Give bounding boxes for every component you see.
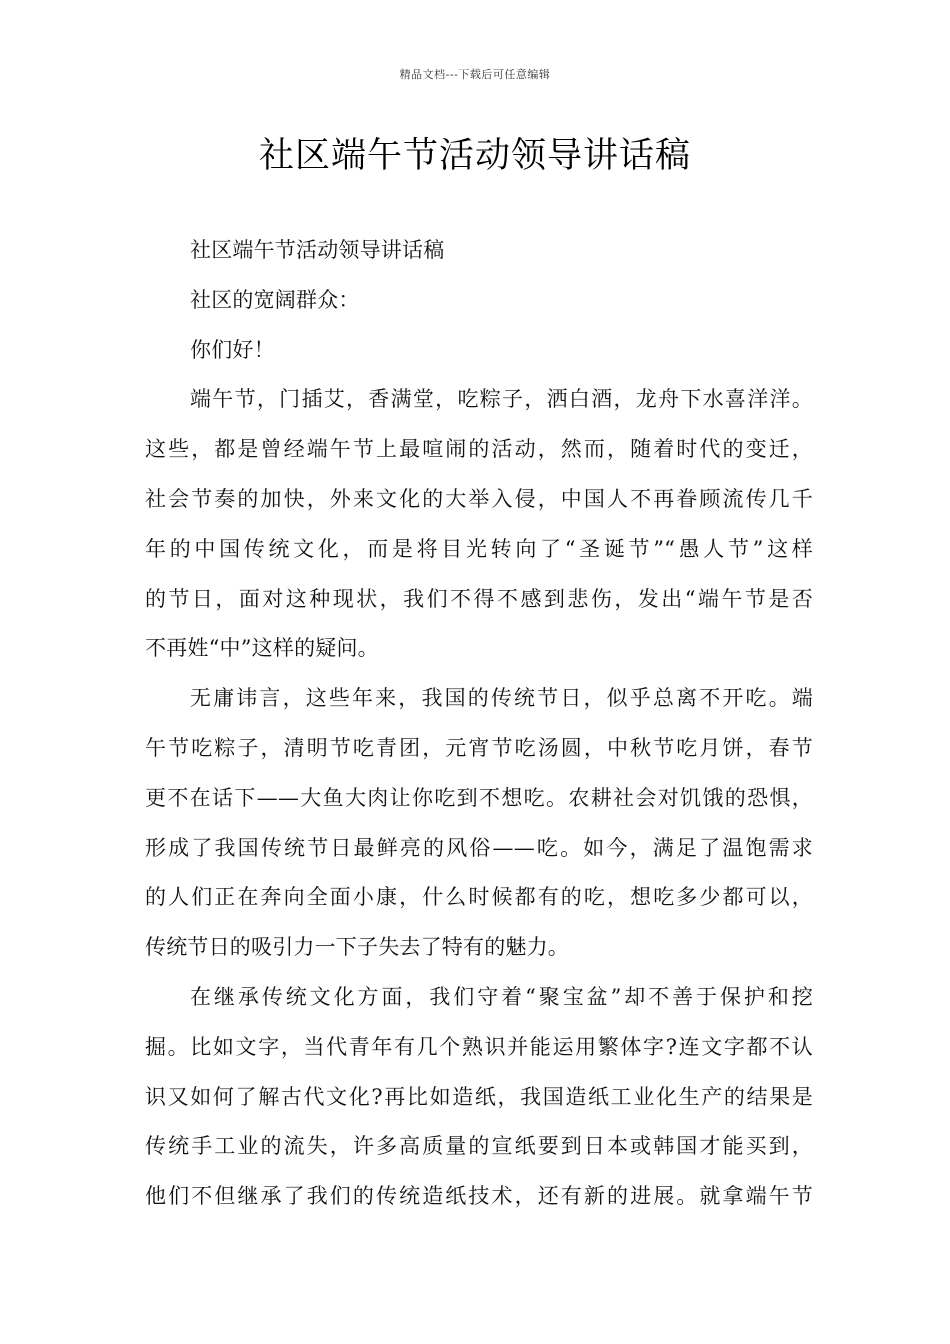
- text-line: 他们不但继承了我们的传统造纸技术，还有新的进展。就拿端午节: [145, 1184, 813, 1209]
- header-note: 精品文档---下载后可任意编辑: [399, 68, 551, 81]
- text-line: 掘。比如文字，当代青年有几个熟识并能运用繁体字?连文字都不认: [145, 1034, 813, 1059]
- text-line: 识又如何了解古代文化?再比如造纸，我国造纸工业化生产的结果是: [145, 1084, 813, 1109]
- text-line: 不再姓“中”这样的疑问。: [145, 636, 379, 661]
- text-line: 你们好！: [190, 337, 275, 362]
- text-line: 年的中国传统文化，而是将目光转向了“圣诞节”“愚人节”这样: [145, 536, 813, 561]
- document-body: [145, 226, 813, 1222]
- text-line: 传统手工业的流失，许多高质量的宣纸要到日本或韩国才能买到，: [145, 1134, 813, 1159]
- text-line: 更不在话下——大鱼大肉让你吃到不想吃。农耕社会对饥饿的恐惧，: [145, 785, 813, 810]
- text-line: 的节日，面对这种现状，我们不得不感到悲伤，发出“端午节是否: [145, 586, 813, 611]
- text-line: 形成了我国传统节日最鲜亮的风俗——吃。如今，满足了温饱需求: [145, 835, 813, 860]
- text-line: 社区端午节活动领导讲话稿: [190, 238, 445, 262]
- text-line: 无庸讳言，这些年来，我国的传统节日，似乎总离不开吃。端: [190, 686, 813, 711]
- text-line: 端午节，门插艾，香满堂，吃粽子，洒白酒，龙舟下水喜洋洋。: [190, 387, 813, 412]
- text-line: 的人们正在奔向全面小康，什么时候都有的吃，想吃多少都可以，: [145, 885, 813, 910]
- text-line: 这些，都是曾经端午节上最喧闹的活动，然而，随着时代的变迁，: [145, 437, 813, 462]
- text-line: 社区的宽阔群众：: [190, 287, 360, 312]
- text-line: 传统节日的吸引力一下子失去了特有的魅力。: [145, 935, 569, 960]
- text-line: 午节吃粽子，清明节吃青团，元宵节吃汤圆，中秋节吃月饼，春节: [145, 735, 813, 760]
- text-line: 社会节奏的加快，外来文化的大举入侵，中国人不再眷顾流传几千: [145, 486, 813, 511]
- text-line: 在继承传统文化方面，我们守着“聚宝盆”却不善于保护和挖: [190, 984, 813, 1009]
- document-title: 社区端午节活动领导讲话稿: [258, 136, 691, 176]
